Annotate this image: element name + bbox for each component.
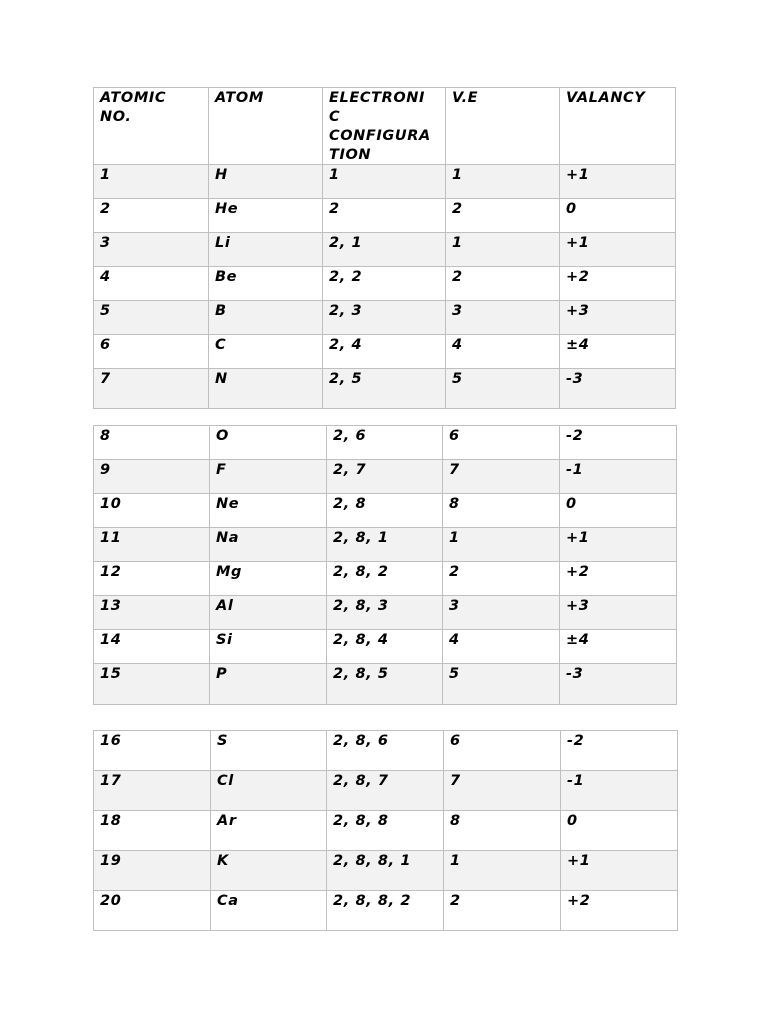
atomic-no-cell: 4 (94, 267, 209, 301)
valence-electrons-cell: 7 (444, 771, 561, 811)
atom-cell: Li (209, 233, 323, 267)
table-row (94, 267, 676, 301)
electronic-configuration-cell: 2, 5 (323, 369, 446, 409)
valancy-cell: -3 (560, 664, 677, 705)
atom-cell: N (209, 369, 323, 409)
atom-cell: O (210, 426, 327, 460)
electronic-configuration-cell: 2, 1 (323, 233, 446, 267)
table-row (94, 426, 677, 460)
valancy-cell: -2 (561, 731, 678, 771)
header-row (94, 88, 676, 165)
atomic-no-cell: 9 (94, 460, 210, 494)
table-row (94, 233, 676, 267)
header-atom: ATOM (209, 88, 323, 165)
atom-cell: B (209, 301, 323, 335)
atomic-no-cell: 19 (94, 851, 211, 891)
valence-electrons-cell: 1 (443, 528, 560, 562)
atomic-no-cell: 17 (94, 771, 211, 811)
atom-cell: Ne (210, 494, 327, 528)
atom-cell: He (209, 199, 323, 233)
valancy-cell: +3 (560, 596, 677, 630)
atomic-no-cell: 12 (94, 562, 210, 596)
table-row (94, 460, 677, 494)
element-table-1 (93, 87, 676, 409)
table-row (94, 771, 678, 811)
electronic-configuration-cell: 2, 2 (323, 267, 446, 301)
valence-electrons-cell: 6 (443, 426, 560, 460)
atomic-no-cell: 1 (94, 165, 209, 199)
electronic-configuration-cell: 1 (323, 165, 446, 199)
electronic-configuration-cell: 2, 8, 3 (327, 596, 443, 630)
atomic-no-cell: 20 (94, 891, 211, 931)
element-table-2 (93, 425, 677, 705)
table-row (94, 664, 677, 705)
valancy-cell: +2 (561, 891, 678, 931)
electronic-configuration-cell: 2, 8, 6 (327, 731, 444, 771)
valence-electrons-cell: 2 (444, 891, 561, 931)
table-row (94, 369, 676, 409)
atomic-no-cell: 18 (94, 811, 211, 851)
valence-electrons-cell: 1 (446, 233, 560, 267)
table-row (94, 528, 677, 562)
atom-cell: P (210, 664, 327, 705)
electronic-configuration-cell: 2, 8, 4 (327, 630, 443, 664)
valancy-cell: +1 (560, 233, 676, 267)
table-row (94, 335, 676, 369)
valence-electrons-cell: 7 (443, 460, 560, 494)
valancy-cell: +1 (560, 165, 676, 199)
atomic-no-cell: 5 (94, 301, 209, 335)
electronic-configuration-cell: 2, 8, 8, 2 (327, 891, 444, 931)
atomic-no-cell: 15 (94, 664, 210, 705)
table-row (94, 165, 676, 199)
table-row (94, 851, 678, 891)
valancy-cell: 0 (561, 811, 678, 851)
valence-electrons-cell: 2 (443, 562, 560, 596)
atom-cell: S (211, 731, 327, 771)
valancy-cell: -3 (560, 369, 676, 409)
atomic-no-cell: 7 (94, 369, 209, 409)
header-atomic-no: ATOMIC NO. (94, 88, 209, 165)
atomic-no-cell: 10 (94, 494, 210, 528)
atom-cell: Ar (211, 811, 327, 851)
valence-electrons-cell: 5 (443, 664, 560, 705)
atom-cell: Cl (211, 771, 327, 811)
table-row (94, 199, 676, 233)
atom-cell: Si (210, 630, 327, 664)
electronic-configuration-cell: 2, 8, 5 (327, 664, 443, 705)
valancy-cell: +2 (560, 562, 677, 596)
valancy-cell: ±4 (560, 630, 677, 664)
table-row (94, 811, 678, 851)
atom-cell: Ca (211, 891, 327, 931)
atom-cell: Na (210, 528, 327, 562)
atom-cell: C (209, 335, 323, 369)
valence-electrons-cell: 1 (446, 165, 560, 199)
valancy-cell: +2 (560, 267, 676, 301)
valence-electrons-cell: 4 (446, 335, 560, 369)
electronic-configuration-cell: 2, 8, 8 (327, 811, 444, 851)
electronic-configuration-cell: 2 (323, 199, 446, 233)
header-electronic-configuration: ELECTRONI C CONFIGURA TION (323, 88, 446, 165)
electronic-configuration-cell: 2, 6 (327, 426, 443, 460)
table-row (94, 494, 677, 528)
valancy-cell: -1 (561, 771, 678, 811)
valence-electrons-cell: 2 (446, 267, 560, 301)
valence-electrons-cell: 6 (444, 731, 561, 771)
valence-electrons-cell: 3 (443, 596, 560, 630)
atomic-no-cell: 3 (94, 233, 209, 267)
electronic-configuration-cell: 2, 7 (327, 460, 443, 494)
valence-electrons-cell: 2 (446, 199, 560, 233)
electronic-configuration-cell: 2, 8, 8, 1 (327, 851, 444, 891)
valence-electrons-cell: 5 (446, 369, 560, 409)
atom-cell: Mg (210, 562, 327, 596)
valancy-cell: -2 (560, 426, 677, 460)
electronic-configuration-cell: 2, 8 (327, 494, 443, 528)
valancy-cell: -1 (560, 460, 677, 494)
header-valancy: VALANCY (560, 88, 676, 165)
electronic-configuration-cell: 2, 3 (323, 301, 446, 335)
electronic-configuration-cell: 2, 8, 2 (327, 562, 443, 596)
atom-cell: Be (209, 267, 323, 301)
atomic-no-cell: 14 (94, 630, 210, 664)
atomic-no-cell: 16 (94, 731, 211, 771)
table-row (94, 731, 678, 771)
valence-electrons-cell: 1 (444, 851, 561, 891)
table-row (94, 596, 677, 630)
valancy-cell: ±4 (560, 335, 676, 369)
table-row (94, 630, 677, 664)
valence-electrons-cell: 8 (444, 811, 561, 851)
atomic-no-cell: 11 (94, 528, 210, 562)
atom-cell: F (210, 460, 327, 494)
atomic-no-cell: 2 (94, 199, 209, 233)
element-table-3 (93, 730, 678, 931)
valence-electrons-cell: 8 (443, 494, 560, 528)
electronic-configuration-cell: 2, 4 (323, 335, 446, 369)
valancy-cell: +1 (560, 528, 677, 562)
valancy-cell: +1 (561, 851, 678, 891)
atom-cell: K (211, 851, 327, 891)
atomic-no-cell: 8 (94, 426, 210, 460)
valence-electrons-cell: 4 (443, 630, 560, 664)
valancy-cell: +3 (560, 301, 676, 335)
valancy-cell: 0 (560, 494, 677, 528)
electronic-configuration-cell: 2, 8, 7 (327, 771, 444, 811)
atomic-no-cell: 13 (94, 596, 210, 630)
valence-electrons-cell: 3 (446, 301, 560, 335)
valancy-cell: 0 (560, 199, 676, 233)
atom-cell: H (209, 165, 323, 199)
table-row (94, 891, 678, 931)
header-ve: V.E (446, 88, 560, 165)
table-row (94, 562, 677, 596)
atom-cell: Al (210, 596, 327, 630)
table-row (94, 301, 676, 335)
atomic-no-cell: 6 (94, 335, 209, 369)
electronic-configuration-cell: 2, 8, 1 (327, 528, 443, 562)
